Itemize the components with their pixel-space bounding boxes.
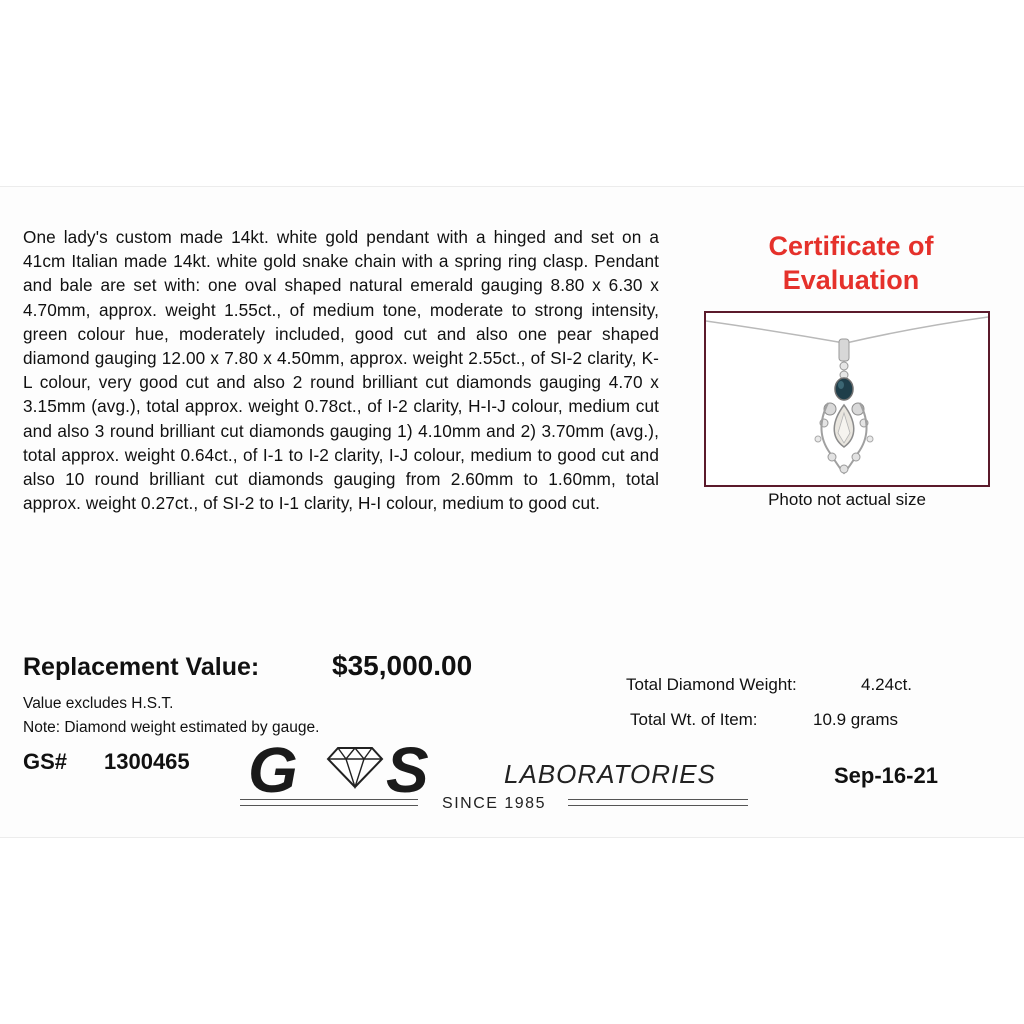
certificate-title-line1: Certificate of [768, 231, 934, 261]
certificate-title-line2: Evaluation [782, 265, 920, 295]
total-diamond-weight-value: 4.24ct. [861, 675, 913, 694]
certificate-card [0, 186, 1024, 838]
gs-number-label: GS# [23, 749, 68, 774]
certificate-date: Sep-16-21 [834, 763, 938, 788]
logo-letter-s: S [386, 734, 429, 806]
gauge-note: Note: Diamond weight estimated by gauge. [23, 719, 320, 736]
total-item-weight-value: 10.9 grams [813, 710, 899, 729]
photo-caption: Photo not actual size [768, 490, 926, 509]
hst-note: Value excludes H.S.T. [23, 695, 174, 712]
logo-letter-g: G [248, 734, 296, 806]
gs-number-value: 1300465 [104, 749, 190, 774]
total-item-weight-label: Total Wt. of Item: [630, 710, 758, 729]
item-description: One lady's custom made 14kt. white gold pendant with a hinged and set on a 41cm Italian made 14kt. white gold snake chain with a spring ring clasp. Pendant and bale are set with: one oval shaped natural emerald gauging 8.80 x 6.30 x 4.70mm, approx. weight 1.55ct., of medium tone, moderate to strong intensity, green colour hue, moderately included, good cut and also one pear shaped diamond gauging 12.00 x 7.80 x 4.50mm, approx. weight 2.55ct., of SI-2 clarity, K-L colour, very good cut and also 2 round brilliant cut diamonds gauging 4.70 x 3.15mm (avg.), total approx. weight 0.78ct., of I-2 clarity, H-I-J colour, medium cut and also 3 round brilliant cut diamonds gauging 1) 4.10mm and 2) 3.70mm (avg.), total approx. weight 0.64ct., of I-1 to I-2 clarity, I-J colour, medium to good cut and also 10 round brilliant cut diamonds gauging from 2.60mm to 1.60mm, total approx. weight 0.27ct., of SI-2 to I-1 clarity, H-I colour, medium to good cut. [23, 227, 659, 514]
logo-since: SINCE 1985 [442, 795, 546, 812]
replacement-value-amount: $35,000.00 [332, 650, 473, 681]
replacement-value-label: Replacement Value: [23, 653, 260, 681]
gs-laboratories-logo [240, 735, 760, 825]
logo-laboratories: LABORATORIES [504, 759, 716, 789]
certificate-title [708, 229, 994, 297]
pendant-photo [704, 311, 990, 487]
pendant-image [706, 313, 988, 485]
diamond-icon [324, 745, 386, 789]
total-diamond-weight-label: Total Diamond Weight: [626, 675, 797, 694]
